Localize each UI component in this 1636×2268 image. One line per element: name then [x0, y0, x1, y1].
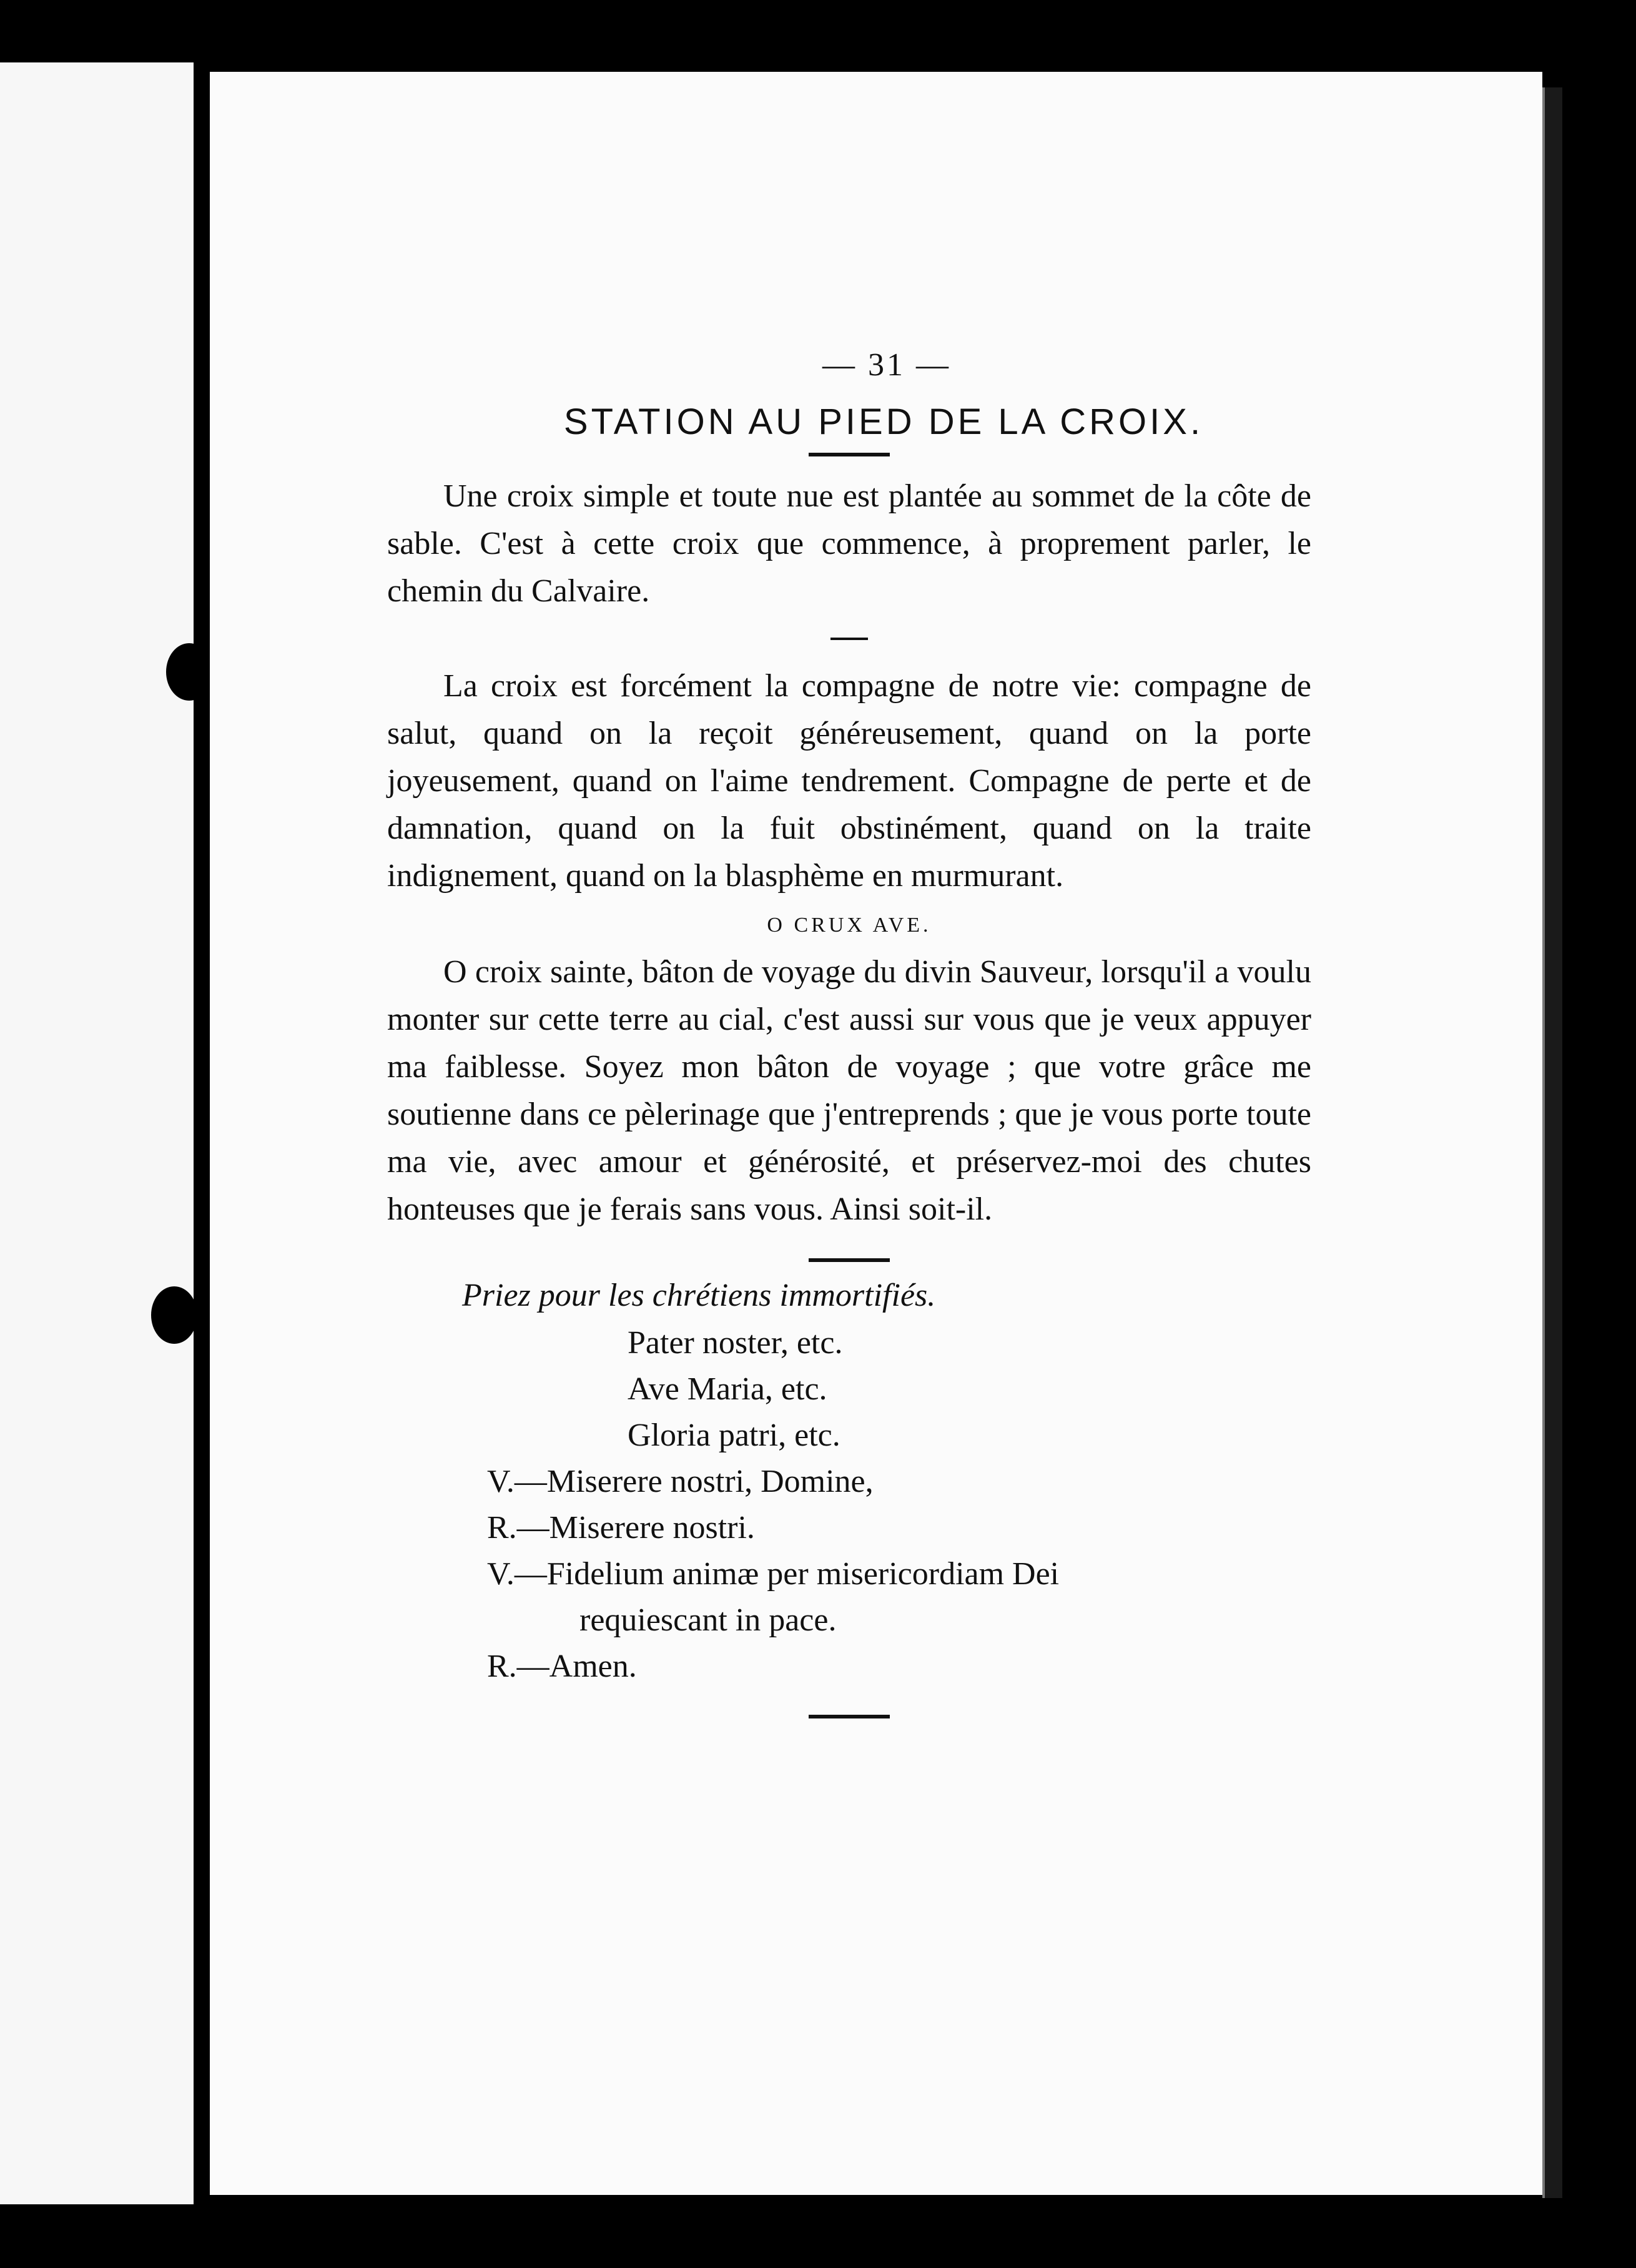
versicle-line: R.—Amen.	[487, 1649, 637, 1684]
separator-rule	[830, 638, 868, 640]
paragraph-2: La croix est forcément la compagne de notre vie: compagne de salut, quand on la reçoit généreusement, quand on la porte joyeusement, quand on l'aime tendrement. Compagne de perte et de damnation, quand on la fuit obstinément, quand on la traite indignement, quand on la blasphème en murmurant.	[387, 668, 1311, 894]
prayer-line: Ave Maria, etc.	[628, 1371, 827, 1407]
page-edge	[1542, 87, 1562, 2198]
binding-stitch-top	[166, 643, 212, 701]
page-title: STATION AU PIED DE LA CROIX.	[563, 402, 1204, 442]
binding-stitch-bottom	[151, 1286, 197, 1344]
section-rule	[809, 1258, 890, 1262]
paragraph-1: Une croix simple et toute nue est plantée au sommet de la côte de sable. C'est à cette croix que commence, à proprement parler, le chemin du Calvaire.	[387, 478, 1311, 609]
paragraph-3: O croix sainte, bâton de voyage du divin Sauveur, lorsqu'il a voulu monter sur cette terre au cial, c'est aussi sur vous que je veux appuyer ma faiblesse. Soyez mon bâton de voyage ; que votre grâce me soutienne dans ce pèlerinage que j'entreprends ; que je vous porte toute ma vie, avec amour et générosité, et préservez-moi des chutes honteuses que je ferais sans vous. Ainsi soit-il.	[387, 954, 1311, 1227]
prayer-line: Gloria patri, etc.	[628, 1418, 840, 1453]
page-content	[387, 347, 1311, 1735]
versicle-line: R.—Miserere nostri.	[487, 1510, 755, 1546]
subheading: O CRUX AVE.	[767, 914, 932, 937]
page-number: — 31 —	[822, 347, 951, 383]
prayer-heading: Priez pour les chrétiens immortifiés.	[462, 1278, 936, 1313]
versicle-line: V.—Miserere nostri, Domine,	[487, 1464, 874, 1499]
title-rule	[809, 453, 890, 456]
prayer-line: Pater noster, etc.	[628, 1325, 843, 1361]
versicle-line: V.—Fidelium animæ per misericordiam Dei	[487, 1556, 1060, 1592]
left-page	[0, 62, 194, 2204]
versicle-line: requiescant in pace.	[579, 1602, 837, 1638]
binding-gutter	[194, 62, 210, 2204]
end-rule	[809, 1715, 890, 1718]
